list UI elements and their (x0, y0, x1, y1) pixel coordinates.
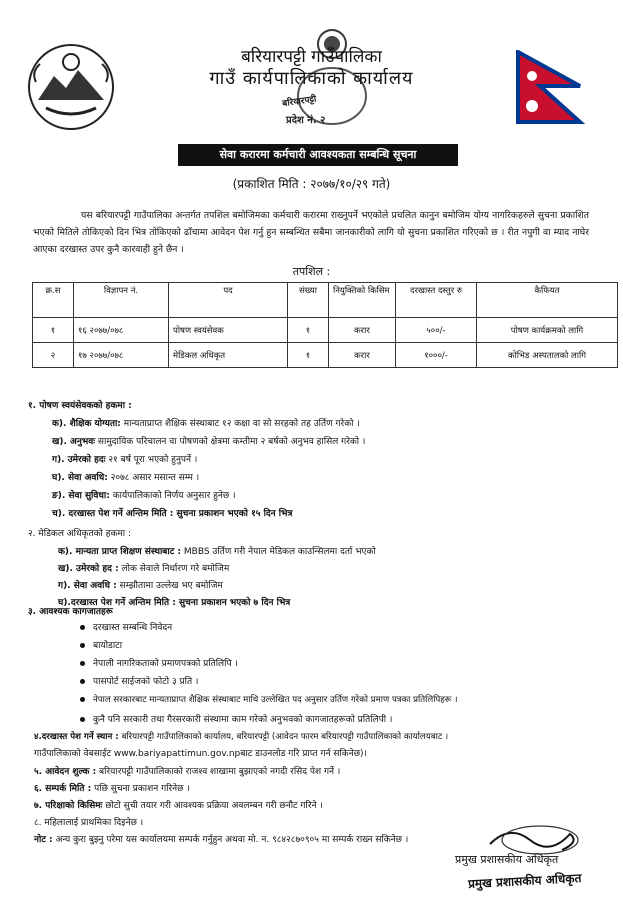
list-item: पासपोर्ट साईजको फोटो ३ प्रति । (80, 674, 198, 687)
section1-item (52, 506, 292, 519)
item-text: कार्यपालिकाको निर्णय अनुसार हुनेछ । (109, 491, 236, 501)
bullet-icon (80, 717, 85, 722)
item-label: ख). अनुभवः (52, 437, 96, 447)
table-cell: पोषण स्वयंसेवक (169, 318, 288, 343)
item-text: MBBS उर्तिण गरी नेपाल मेडिकल काउन्सिलमा दर्ता भएको (181, 547, 376, 557)
published-date: (प्रकाशित मिति : २०७७/१०/२९ गते) (232, 177, 391, 191)
item-label: ख). उमेरको हद : (58, 564, 119, 574)
bullet-icon (80, 697, 85, 702)
table-header: पद (169, 283, 288, 318)
office-name: गाउँ कार्यपालिकाको कार्यालय (209, 68, 414, 89)
item-text: २०७८ असार मसान्त सम्म । (107, 473, 200, 483)
notice-title: सेवा करारमा कर्मचारी आवश्यकता सम्बन्धि सूचना (178, 144, 458, 166)
nepal-flag-icon (514, 50, 586, 124)
table-cell: १ (288, 318, 329, 343)
vacancy-table (32, 282, 618, 368)
item-text: सामुदायिक परिचालन वा पोषणको क्षेत्रमा कम्तीमा २ बर्षको अनुभव हासिल गरेको । (95, 437, 366, 447)
table-row (33, 318, 618, 343)
list-item: कुनै पनि सरकारी तथा गैरसरकारी संस्थामा काम गरेको अनुभवको कागजातहरूको प्रतिलिपी । (80, 712, 392, 725)
women-priority: ८. महिलालाई प्राथमिका दिइनेछ । (34, 818, 144, 828)
table-cell: १ (33, 318, 74, 343)
application-fee (34, 764, 340, 777)
table-row (33, 343, 618, 368)
table-cell: मेडिकल अधिकृत (169, 343, 288, 368)
section2-item (58, 578, 223, 591)
section1-item (52, 470, 199, 483)
bullet-icon (80, 679, 85, 684)
list-item: नेपाल सरकारबाट मान्यताप्राप्त शैक्षिक संस्थाबाट माथि उल्लेखित पद अनुसार उर्तिण गरेको प्रमाण पत्रका प्रतिलिपिहरू । (80, 693, 458, 705)
table-header: कैफियत (477, 283, 618, 318)
section1-item (52, 434, 365, 447)
item-label: ७. परिक्षाको किसिमः (34, 801, 103, 811)
item-label: ग). सेवा अवधि : (58, 581, 117, 591)
table-cell: पोषण कार्यक्रमको लागि (477, 318, 618, 343)
item-label: क). शैक्षिक योग्यता: (52, 419, 121, 429)
item-text: पछि सुचना प्रकाशन गरिनेछ । (91, 784, 190, 794)
table-cell: १६ २०७७/०७८ (74, 318, 169, 343)
item-label: ४.दरखास्त पेश गर्ने स्थान : (34, 732, 119, 742)
item-text: मान्यताप्राप्त शैक्षिक संस्थाबाट १२ कक्षा वा सो सरहको तह उर्तिण गरेको । (120, 419, 360, 429)
section1-item (52, 416, 360, 429)
item-text: बरियारपट्टी गाउँपालिकाको राजश्व शाखामा बुझाएको नगदी रसिद पेश गर्ने । (96, 767, 341, 777)
stamp-text: बरियारपट्टी (281, 94, 317, 110)
item-text: बरियारपट्टी गाउँपालिकाको कार्यालय, बरियारपट्टी (आवेदन फारम बरियारपट्टी गाउँपालिकाको कार्यालयबाट । (118, 732, 449, 742)
table-cell: ५००/- (396, 318, 477, 343)
municipality-name: बरियारपट्टी गाउँपालिका (241, 47, 382, 67)
table-header: क्र.स (33, 283, 74, 318)
exam-type (34, 798, 323, 811)
item-label: घ).दरखास्त पेश गर्ने अन्तिम मिति : (58, 598, 176, 608)
note-label: नोट : (34, 835, 53, 845)
section1-item (52, 452, 197, 465)
table-cell: २ (33, 343, 74, 368)
bullet-icon (80, 661, 85, 666)
item-text: २१ बर्ष पूरा भएको हुनुपर्ने । (105, 455, 198, 465)
list-item: दरखास्त सम्बन्धि निवेदन (80, 620, 172, 633)
item-text: छोटो सुची तयार गरी आवश्यक प्रक्रिया अवलम्बन गरी छनौट गरिने । (102, 801, 323, 811)
table-header-row (33, 283, 618, 318)
item-text: सम्झौतामा उल्लेख भए बमोजिम (116, 581, 223, 591)
intro-paragraph: यस बरियारपट्टी गाउँपालिका अन्तर्गत तपशिल बमोजिमका कर्मचारी करारमा राख्नुपर्ने भएकोले प्रचलित कानुन बमोजिम योग्य नागरिकहरुले सुचना प्रकाशित भएको मितिले तोकिएको दिन भित्र तोकिएको ढाँचामा आवेदन पेश गर्नु हुन सम्बन्धित सबैमा जानकारीको लागि यो सुचना प्रकाशित गरिएको छ । रीत नपुगी वा म्याद नाघेर आएका दरखास्त उपर कुनै कारवाही हुने छैन । (33, 210, 589, 255)
list-item: नेपाली नागरिकताको प्रमाणपत्रको प्रतिलिपि । (80, 656, 238, 669)
contact-date (34, 781, 190, 794)
item-label: ५. आवेदन शुल्क : (34, 767, 97, 777)
table-cell: करार (329, 343, 396, 368)
item-label: ६. सम्पर्क मिति : (34, 784, 92, 794)
note (34, 832, 408, 845)
table-cell: १०००/- (396, 343, 477, 368)
bullet-icon (80, 643, 85, 648)
table-cell: कोभिड अस्पतालको लागि (477, 343, 618, 368)
table-header: नियुक्तिको किसिम (329, 283, 396, 318)
item-text: लोक सेवाले निर्धारण गरे बमोजिम (118, 564, 230, 574)
table-header: दरखास्त दस्तुर रु (396, 283, 477, 318)
signature-title: प्रमुख प्रशासकीय अधिकृत (455, 853, 559, 866)
table-cell: १ (288, 343, 329, 368)
item-label: क). मान्यता प्राप्त शिक्षण संस्थाबाट : (58, 547, 182, 557)
item-label: घ). सेवा अवधि: (52, 473, 108, 483)
table-cell: १७ २०७७/०७८ (74, 343, 169, 368)
note-text: अन्य कुरा बुझ्नु परेमा यस कार्यालयमा सम्पर्क गर्नुहुन अथवा मो. न. ९८४२८७०९०५ मा सम्पर्क राख्न सकिनेछ । (52, 835, 409, 845)
section2-item (58, 561, 229, 574)
section2-title: २. मेडिकल अधिकृतको हकमा : (28, 529, 131, 539)
section1-title: १. पोषण स्वयंसेवकको हकमा : (28, 401, 132, 411)
list-item: बायोडाटा (80, 638, 122, 651)
application-place (34, 730, 448, 742)
signature-stamp: प्रमुख प्रशासकीय अधिकृत (467, 871, 582, 891)
stamp-province: प्रदेश नं. २ (286, 115, 326, 126)
table-header: विज्ञापन नं. (74, 283, 169, 318)
item-text: सुचना प्रकाशन भएको १५ दिन भित्र (173, 509, 293, 519)
section1-item (52, 488, 236, 501)
item-label: ग). उमेरको हदः (52, 455, 106, 465)
application-place-cont: गाउँपालिकाको वेबसाईट www.bariyapattimun.gov.npबाट डाउनलोड गरि प्राप्त गर्न सकिनेछ)। (34, 749, 367, 759)
item-label: ङ). सेवा सुविधा: (52, 491, 110, 501)
item-text: सुचना प्रकाशन भएको ७ दिन भित्र (175, 598, 291, 608)
table-cell: करार (329, 318, 396, 343)
section2-item (58, 544, 376, 557)
section3-title: ३. आवश्यक कागजातहरू (28, 607, 113, 617)
details-heading: तपशिल : (292, 265, 331, 278)
table-header: संख्या (288, 283, 329, 318)
item-label: च). दरखास्त पेश गर्ने अन्तिम मिति : (52, 509, 174, 519)
bullet-icon (80, 625, 85, 630)
